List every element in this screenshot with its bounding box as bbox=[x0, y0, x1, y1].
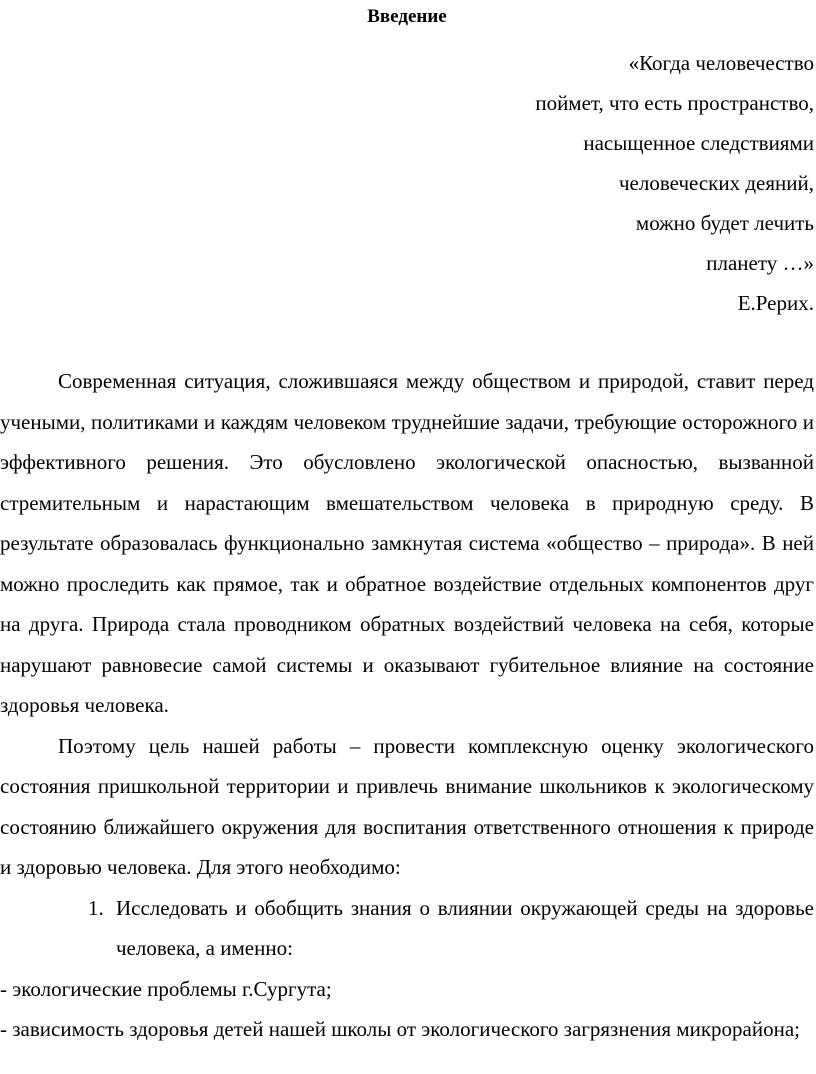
epigraph-line: «Когда человечество bbox=[628, 51, 814, 75]
paragraph: Поэтому цель нашей работы – провести комплексную оценку экологического состояния пришкольной территории и привлечь внимание школьников к экологическому состоянию ближайшего окружения для воспитания ответственного отношения к природе и здоровью человека. Для этого необходимо: bbox=[0, 733, 814, 879]
epigraph-line: человеческих деяний, bbox=[619, 171, 814, 195]
epigraph-line: поймет, что есть пространство, bbox=[535, 91, 814, 115]
epigraph-line: можно будет лечить bbox=[635, 211, 814, 235]
dash-list-item: - зависимость здоровья детей нашей школы от экологического загрязнения микрорайона; bbox=[0, 1017, 800, 1041]
list-number: 1. bbox=[88, 895, 104, 920]
dash-list-item: - экологические проблемы г.Сургута; bbox=[0, 976, 332, 1001]
list-text: Исследовать и обобщить знания о влиянии окружающей среды на здоровье человека, а именно: bbox=[116, 895, 814, 960]
numbered-list-item bbox=[0, 888, 814, 969]
epigraph-line: планету …» bbox=[706, 251, 814, 275]
paragraph: Современная ситуация, сложившаяся между обществом и природой, ставит перед учеными, политиками и каждям человеком труднейшие задачи, требующие осторожного и эффективного решения. Это обусловлено экологической опасностью, вызванной стремительным и нарастающим вмешательством человека в природную среду. В результате образовалась функционально замкнутая система «общество – природа». В ней можно проследить как прямое, так и обратное воздействие отдельных компонентов друг на друга. Природа стала проводником обратных воздействий человека на себя, которые нарушают равновесие самой системы и оказывают губительное влияние на состояние здоровья человека. bbox=[0, 369, 814, 717]
document-title: Введение bbox=[367, 6, 447, 27]
epigraph bbox=[0, 43, 814, 323]
epigraph-line: насыщенное следствиями bbox=[583, 131, 814, 155]
epigraph-author: Е.Рерих. bbox=[737, 291, 814, 315]
document-body bbox=[0, 361, 814, 1050]
